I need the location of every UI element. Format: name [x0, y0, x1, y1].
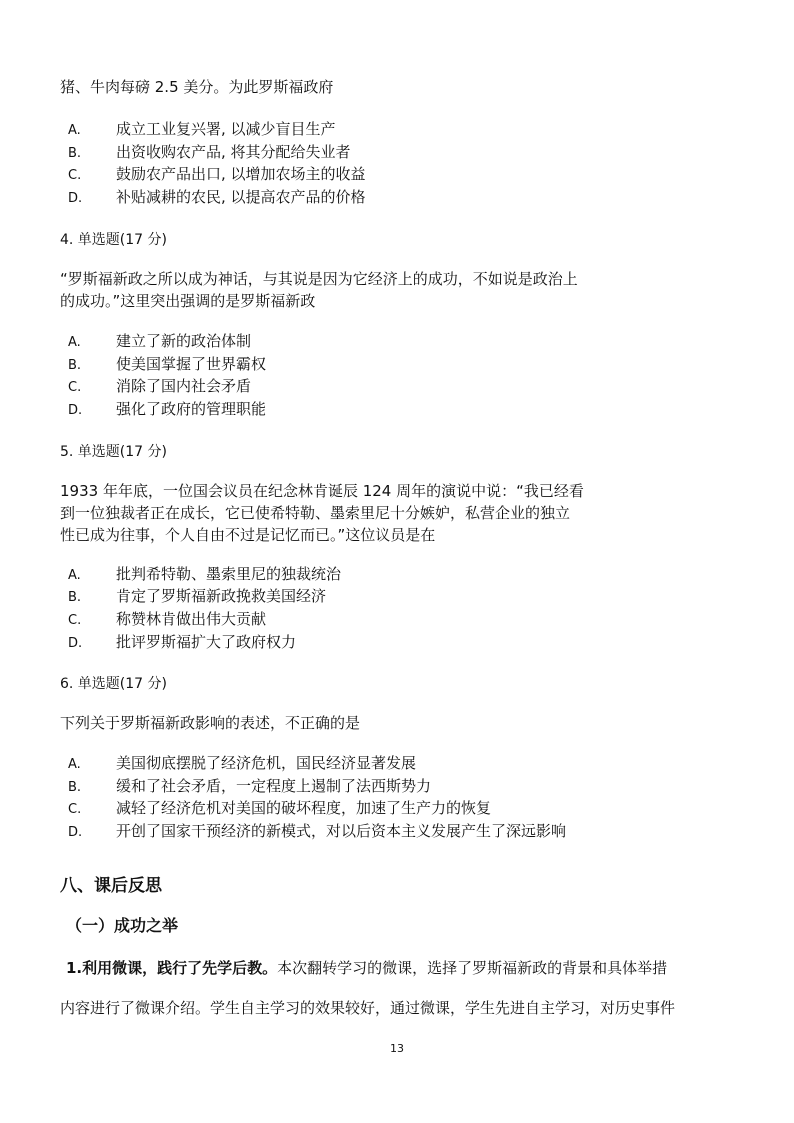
q4-header: 4. 单选题(17 分): [60, 232, 167, 248]
option-text: 鼓励农产品出口, 以增加农场主的收益: [116, 165, 366, 183]
option-letter: B.: [68, 780, 82, 795]
q3-option-d[interactable]: [68, 186, 366, 210]
q6-stem-line: 下列关于罗斯福新政影响的表述，不正确的是: [60, 714, 361, 732]
q6-option-c[interactable]: [68, 797, 491, 821]
option-letter: B.: [68, 146, 82, 161]
reflection-paragraph-line: 内容进行了微课介绍。学生自主学习的效果较好，通过微课，学生先进自主学习，对历史事件: [60, 999, 676, 1017]
q5-stem-line: 到一位独裁者正在成长，它已使希特勒、墨索里尼十分嫉妒，私营企业的独立: [60, 504, 571, 522]
option-text: 批评罗斯福扩大了政府权力: [116, 633, 297, 651]
option-text: 建立了新的政治体制: [116, 332, 252, 350]
option-letter: C.: [68, 168, 82, 183]
section-heading: 八、课后反思: [60, 876, 162, 896]
q3-option-a[interactable]: [68, 118, 336, 142]
option-text: 使美国掌握了世界霸权: [116, 355, 267, 373]
paragraph-text: 本次翻转学习的微课，选择了罗斯福新政的背景和具体举措: [277, 959, 668, 977]
q5-option-b[interactable]: [68, 585, 326, 609]
q4-option-d[interactable]: [68, 398, 266, 422]
q4-stem-line: “罗斯福新政之所以成为神话，与其说是因为它经济上的成功，不如说是政治上: [60, 270, 578, 288]
option-text: 缓和了社会矛盾，一定程度上遏制了法西斯势力: [116, 777, 432, 795]
q6-option-d[interactable]: [68, 820, 566, 844]
option-letter: A.: [68, 757, 81, 772]
page-number: 13: [390, 1042, 404, 1055]
option-text: 称赞林肯做出伟大贡献: [116, 610, 267, 628]
option-text: 出资收购农产品, 将其分配给失业者: [116, 143, 351, 161]
option-letter: C.: [68, 380, 82, 395]
option-text: 补贴减耕的农民, 以提高农产品的价格: [116, 188, 366, 206]
q6-header: 6. 单选题(17 分): [60, 676, 167, 692]
option-letter: A.: [68, 123, 81, 138]
option-letter: B.: [68, 358, 82, 373]
reflection-paragraph: [66, 956, 667, 980]
q6-option-a[interactable]: [68, 752, 416, 776]
option-letter: C.: [68, 802, 82, 817]
option-text: 美国彻底摆脱了经济危机，国民经济显著发展: [116, 754, 417, 772]
paragraph-lead: 1.利用微课，践行了先学后教。: [66, 959, 278, 977]
option-text: 减轻了经济危机对美国的破坏程度，加速了生产力的恢复: [116, 799, 492, 817]
option-text: 开创了国家干预经济的新模式，对以后资本主义发展产生了深远影响: [116, 822, 567, 840]
option-text: 肯定了罗斯福新政挽救美国经济: [116, 587, 327, 605]
q4-option-c[interactable]: [68, 375, 251, 399]
q3-option-b[interactable]: [68, 141, 351, 165]
option-letter: D.: [68, 191, 83, 206]
option-text: 强化了政府的管理职能: [116, 400, 267, 418]
q3-option-c[interactable]: [68, 163, 366, 187]
q5-stem-line: 1933 年年底，一位国会议员在纪念林肯诞辰 124 周年的演说中说：“我已经看: [60, 482, 584, 500]
option-letter: B.: [68, 590, 82, 605]
option-letter: D.: [68, 403, 83, 418]
q6-option-b[interactable]: [68, 775, 431, 799]
q4-option-b[interactable]: [68, 353, 266, 377]
q4-option-a[interactable]: [68, 330, 251, 354]
option-text: 批判希特勒、墨索里尼的独裁统治: [116, 565, 342, 583]
option-text: 消除了国内社会矛盾: [116, 377, 252, 395]
q5-header: 5. 单选题(17 分): [60, 444, 167, 460]
option-text: 成立工业复兴署, 以减少盲目生产: [116, 120, 336, 138]
subsection-heading: （一）成功之举: [66, 916, 179, 935]
option-letter: D.: [68, 825, 83, 840]
option-letter: A.: [68, 568, 81, 583]
q5-option-d[interactable]: [68, 631, 296, 655]
q4-stem-line: 的成功。”这里突出强调的是罗斯福新政: [60, 292, 316, 310]
option-letter: D.: [68, 636, 83, 651]
q5-stem-line: 性已成为往事，个人自由不过是记忆而已。”这位议员是在: [60, 526, 436, 544]
q3-stem-end: 猪、牛肉每磅 2.5 美分。为此罗斯福政府: [60, 78, 334, 96]
option-letter: A.: [68, 335, 81, 350]
option-letter: C.: [68, 613, 82, 628]
q5-option-a[interactable]: [68, 563, 341, 587]
q5-option-c[interactable]: [68, 608, 266, 632]
